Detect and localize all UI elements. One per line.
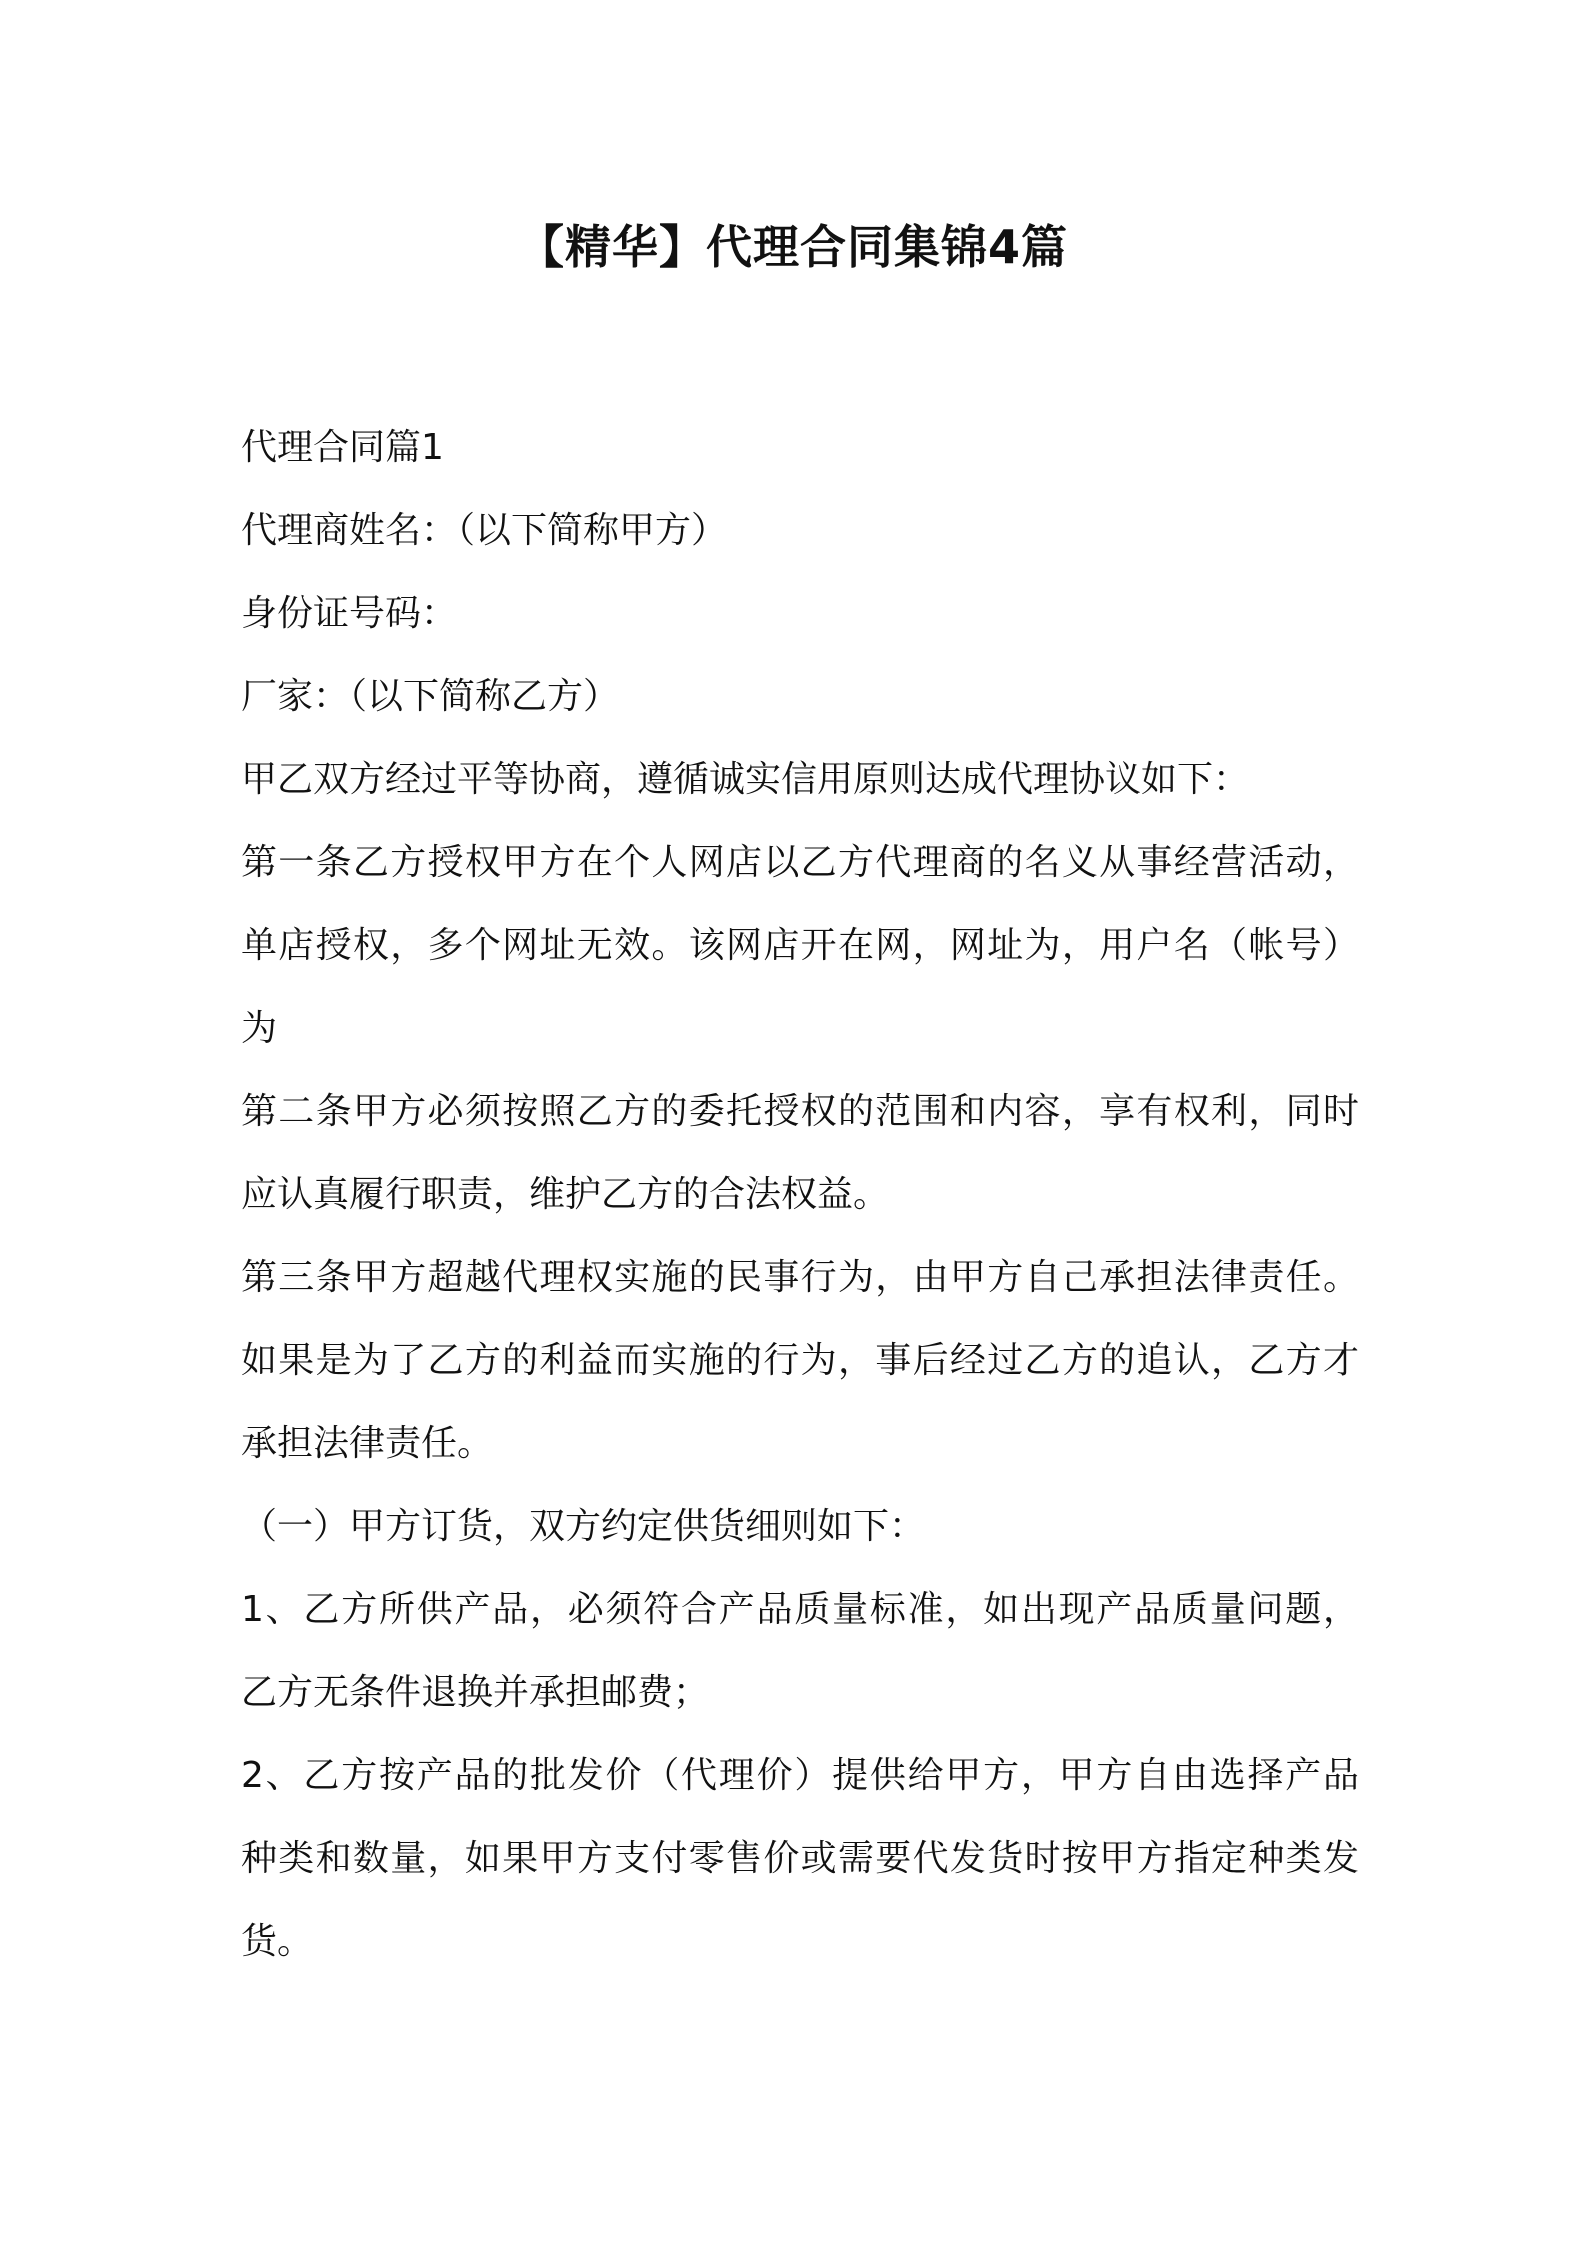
subsection-1-heading: （一）甲方订货，双方约定供货细则如下：	[241, 1506, 926, 1547]
item-2-line-3: 货。	[241, 1921, 314, 1962]
document-title: 【精华】代理合同集锦4篇	[517, 220, 1068, 274]
item-2-line-2: 种类和数量，如果甲方支付零售价或需要代发货时按甲方指定种类发	[241, 1838, 1359, 1879]
item-2-line-1: 2、乙方按产品的批发价（代理价）提供给甲方，甲方自由选择产品	[241, 1755, 1359, 1796]
article-3-line-2: 如果是为了乙方的利益而实施的行为，事后经过乙方的追认，乙方才	[241, 1340, 1359, 1381]
manufacturer-line: 厂家：（以下简称乙方）	[241, 676, 620, 717]
document-body	[241, 406, 1359, 1983]
article-2-line-2: 应认真履行职责，维护乙方的合法权益。	[241, 1174, 890, 1215]
agent-name-line: 代理商姓名：（以下简称甲方）	[241, 510, 728, 551]
id-number-line: 身份证号码：	[241, 593, 458, 634]
agreement-intro-line: 甲乙双方经过平等协商，遵循诚实信用原则达成代理协议如下：	[241, 759, 1250, 800]
item-1-line-2: 乙方无条件退换并承担邮费；	[241, 1672, 710, 1713]
article-1-line-1: 第一条乙方授权甲方在个人网店以乙方代理商的名义从事经营活动，	[241, 842, 1359, 883]
section-heading: 代理合同篇1	[241, 427, 444, 468]
article-3-line-3: 承担法律责任。	[241, 1423, 494, 1464]
item-1-line-1: 1、乙方所供产品，必须符合产品质量标准，如出现产品质量问题，	[241, 1589, 1359, 1630]
article-1-line-2: 单店授权，多个网址无效。该网店开在网，网址为，用户名（帐号）	[241, 925, 1359, 966]
article-3-line-1: 第三条甲方超越代理权实施的民事行为，由甲方自己承担法律责任。	[241, 1257, 1359, 1298]
article-2-line-1: 第二条甲方必须按照乙方的委托授权的范围和内容，享有权利，同时	[241, 1091, 1359, 1132]
article-1-line-3: 为	[241, 1008, 278, 1049]
